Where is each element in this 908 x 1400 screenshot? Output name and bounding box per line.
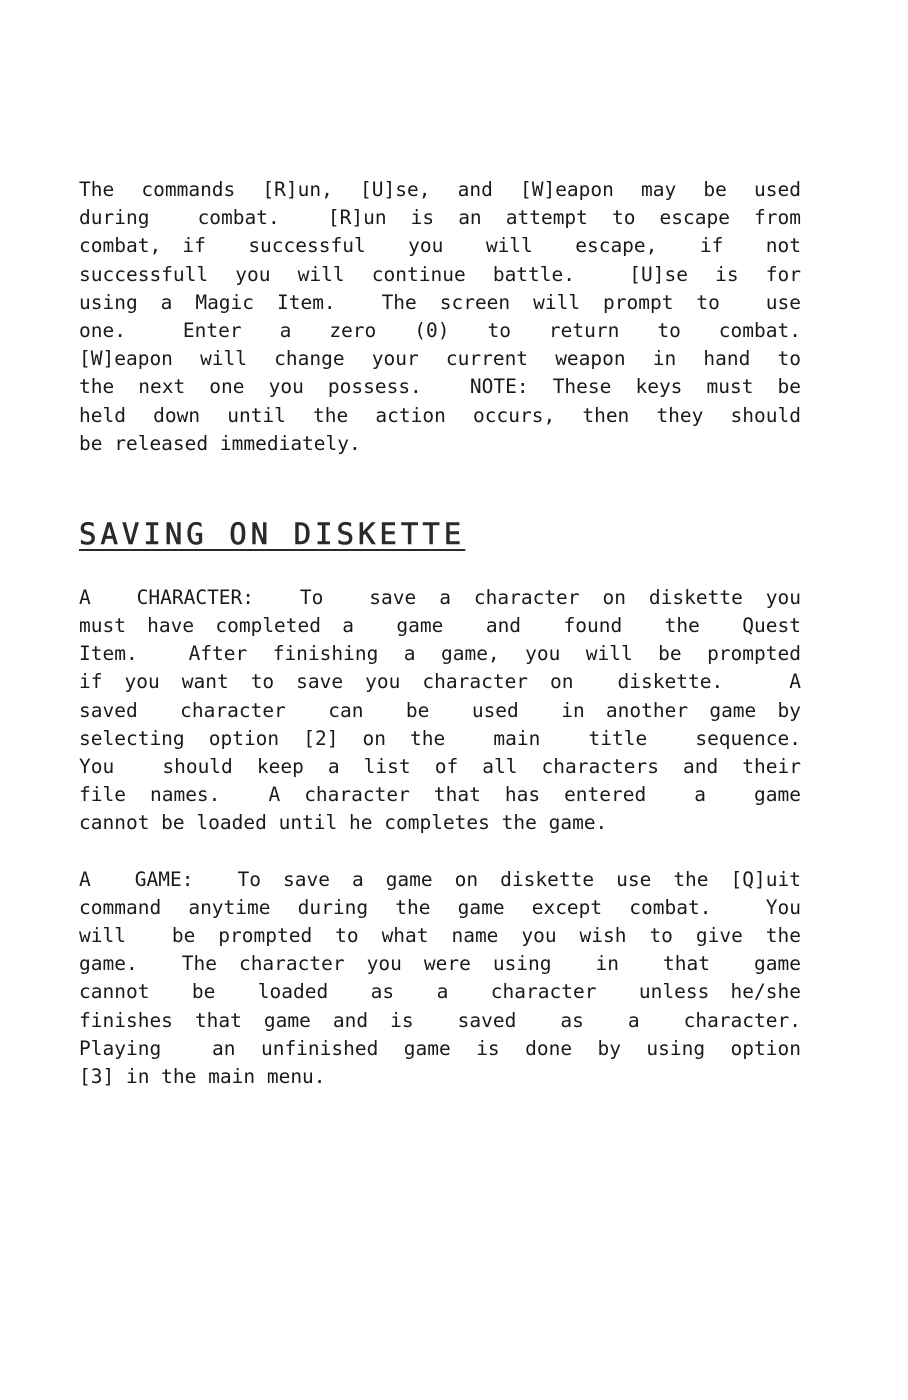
text-line: Item. After finishing a game, you will be prompted: [79, 642, 801, 666]
text-line: held down until the action occurs, then they should: [79, 403, 801, 427]
text-line: [W]eapon will change your current weapon in hand to: [79, 347, 801, 371]
text-line: if you want to save you character on diskette. A: [79, 670, 801, 694]
text-line: successfull you will continue battle. [U]se is for: [79, 262, 801, 286]
text-line: cannot be loaded as a character unless he/she: [79, 980, 801, 1004]
text-line: be released immediately.: [79, 431, 361, 455]
text-line: game. The character you were using in that game: [79, 952, 801, 976]
text-line: cannot be loaded until he completes the game.: [79, 811, 608, 835]
combat-commands-paragraph: [79, 176, 801, 458]
text-line: using a Magic Item. The screen will prompt to use: [79, 290, 801, 314]
text-line: file names. A character that has entered a game: [79, 783, 801, 807]
save-character-paragraph: [79, 584, 801, 838]
text-line: must have completed a game and found the Quest: [79, 614, 801, 638]
text-line: finishes that game and is saved as a character.: [79, 1008, 801, 1032]
save-game-paragraph: [79, 866, 801, 1092]
text-line: A GAME: To save a game on diskette use the [Q]uit: [79, 867, 801, 891]
text-line: Playing an unfinished game is done by using option: [79, 1036, 801, 1060]
text-line: one. Enter a zero (0) to return to combat.: [79, 318, 801, 342]
text-line: saved character can be used in another game by: [79, 698, 801, 722]
text-line: selecting option [2] on the main title sequence.: [79, 726, 801, 750]
text-line: The commands [R]un, [U]se, and [W]eapon may be used: [79, 178, 801, 201]
text-line: will be prompted to what name you wish to give the: [79, 923, 801, 947]
text-line: You should keep a list of all characters and their: [79, 755, 801, 778]
text-line: [3] in the main menu.: [79, 1064, 326, 1088]
text-line: command anytime during the game except combat. You: [79, 895, 801, 919]
section-heading: SAVING ON DISKETTE: [79, 516, 466, 551]
text-line: combat, if successful you will escape, if not: [79, 234, 801, 258]
text-line: during combat. [R]un is an attempt to escape from: [79, 206, 801, 230]
text-line: A CHARACTER: To save a character on diskette you: [79, 585, 801, 609]
text-line: the next one you possess. NOTE: These keys must be: [79, 375, 801, 399]
manual-page: [79, 176, 801, 1091]
